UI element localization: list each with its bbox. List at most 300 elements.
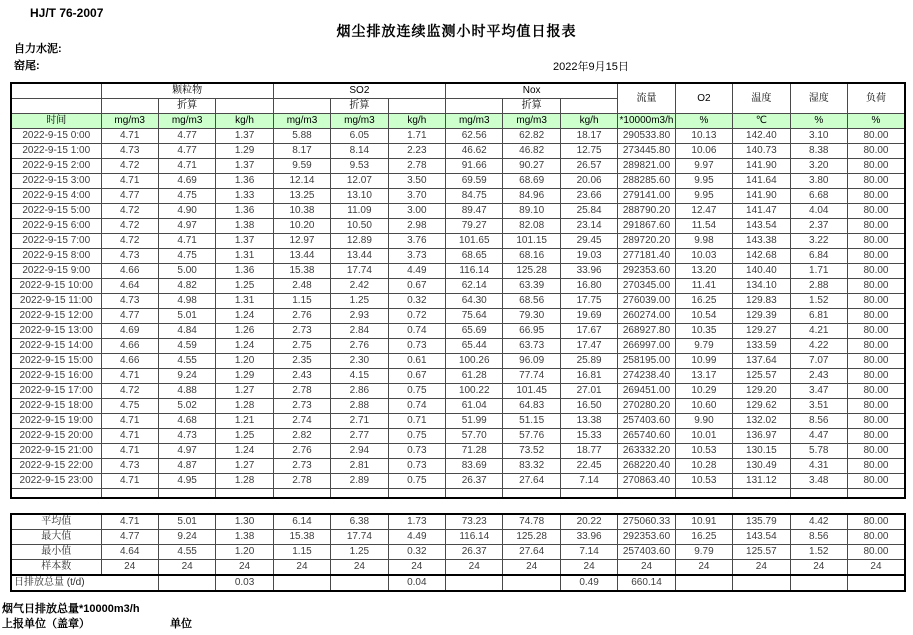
data-cell: 141.90: [733, 159, 790, 174]
time-cell: 2022-9-15 7:00: [11, 234, 101, 249]
data-cell: 80.00: [847, 189, 905, 204]
data-cell: 71.28: [446, 444, 503, 459]
data-cell: 15.38: [273, 264, 330, 279]
time-cell: 2022-9-15 1:00: [11, 144, 101, 159]
summary-data-cell: 80.00: [847, 530, 905, 545]
data-cell: 2.89: [331, 474, 388, 489]
daily-total-cell: [847, 575, 905, 591]
summary-row: [11, 514, 905, 530]
so2-converted-header: 折算: [331, 99, 388, 114]
summary-data-cell: 24: [733, 560, 790, 576]
data-cell: 258195.00: [618, 354, 675, 369]
daily-total-cell: [273, 575, 330, 591]
unit-header: %: [847, 114, 905, 129]
data-cell: 80.00: [847, 369, 905, 384]
header-spacer: [446, 99, 503, 114]
data-cell: 80.00: [847, 234, 905, 249]
data-cell: 2.48: [273, 279, 330, 294]
data-cell: 4.55: [158, 354, 215, 369]
blank-cell: [675, 489, 732, 499]
data-cell: 1.24: [216, 309, 273, 324]
data-cell: 2.43: [790, 369, 847, 384]
data-cell: 263332.20: [618, 444, 675, 459]
data-cell: 3.51: [790, 399, 847, 414]
data-cell: 11.09: [331, 204, 388, 219]
data-cell: 4.66: [101, 264, 158, 279]
summary-data-cell: 80.00: [847, 514, 905, 530]
data-cell: 4.71: [101, 429, 158, 444]
data-cell: 65.44: [446, 339, 503, 354]
data-cell: 16.50: [560, 399, 617, 414]
summary-data-cell: 24: [331, 560, 388, 576]
data-cell: 4.98: [158, 294, 215, 309]
data-cell: 17.75: [560, 294, 617, 309]
summary-data-cell: 135.79: [733, 514, 790, 530]
data-cell: 80.00: [847, 129, 905, 144]
data-cell: 274238.40: [618, 369, 675, 384]
header-spacer: [101, 99, 158, 114]
data-cell: 101.65: [446, 234, 503, 249]
summary-table: [10, 513, 906, 592]
daily-total-label: 日排放总量 (t/d): [11, 575, 158, 591]
unit-header: %: [790, 114, 847, 129]
hourly-data-row: [11, 219, 905, 234]
data-cell: 13.20: [675, 264, 732, 279]
hourly-data-row: [11, 174, 905, 189]
reporting-unit-label: 上报单位（盖章）: [2, 618, 90, 630]
data-cell: 4.77: [101, 189, 158, 204]
data-cell: 3.22: [790, 234, 847, 249]
data-cell: 17.47: [560, 339, 617, 354]
data-cell: 269451.00: [618, 384, 675, 399]
data-cell: 4.73: [101, 144, 158, 159]
data-cell: 2.88: [790, 279, 847, 294]
time-cell: 2022-9-15 6:00: [11, 219, 101, 234]
data-cell: 80.00: [847, 174, 905, 189]
data-cell: 13.17: [675, 369, 732, 384]
time-column-header: 时间: [11, 114, 101, 129]
data-cell: 23.14: [560, 219, 617, 234]
data-cell: 266997.00: [618, 339, 675, 354]
data-cell: 10.20: [273, 219, 330, 234]
data-cell: 80.00: [847, 249, 905, 264]
summary-data-cell: 1.20: [216, 545, 273, 560]
data-cell: 129.83: [733, 294, 790, 309]
data-cell: 13.44: [273, 249, 330, 264]
data-cell: 270345.00: [618, 279, 675, 294]
blank-cell: [847, 489, 905, 499]
data-cell: 143.38: [733, 234, 790, 249]
unit-header: kg/h: [560, 114, 617, 129]
data-cell: 2.74: [273, 414, 330, 429]
summary-data-cell: 1.25: [331, 545, 388, 560]
data-cell: 9.95: [675, 174, 732, 189]
blank-cell: [446, 489, 503, 499]
data-cell: 1.71: [790, 264, 847, 279]
data-cell: 1.28: [216, 399, 273, 414]
data-cell: 4.73: [101, 459, 158, 474]
blank-cell: [733, 489, 790, 499]
data-cell: 4.66: [101, 354, 158, 369]
flow-header: 流量: [618, 83, 675, 114]
data-cell: 276039.00: [618, 294, 675, 309]
daily-total-cell: [158, 575, 215, 591]
load-header: 负荷: [847, 83, 905, 114]
data-cell: 96.09: [503, 354, 560, 369]
summary-data-cell: 143.54: [733, 530, 790, 545]
data-cell: 61.04: [446, 399, 503, 414]
data-cell: 4.71: [101, 174, 158, 189]
data-cell: 33.96: [560, 264, 617, 279]
data-cell: 289821.00: [618, 159, 675, 174]
hourly-data-row: [11, 459, 905, 474]
daily-total-cell: [331, 575, 388, 591]
data-cell: 4.90: [158, 204, 215, 219]
company-name: 自力水泥:: [14, 43, 62, 55]
data-cell: 68.16: [503, 249, 560, 264]
summary-data-cell: 27.64: [503, 545, 560, 560]
data-cell: 131.12: [733, 474, 790, 489]
hourly-data-row: [11, 249, 905, 264]
data-cell: 4.97: [158, 444, 215, 459]
data-cell: 130.49: [733, 459, 790, 474]
data-cell: 4.49: [388, 264, 445, 279]
data-cell: 2.37: [790, 219, 847, 234]
data-cell: 79.30: [503, 309, 560, 324]
summary-data-cell: 24: [503, 560, 560, 576]
data-cell: 1.24: [216, 444, 273, 459]
data-cell: 9.24: [158, 369, 215, 384]
data-cell: 279141.00: [618, 189, 675, 204]
data-cell: 2.35: [273, 354, 330, 369]
hourly-data-row: [11, 414, 905, 429]
data-cell: 18.17: [560, 129, 617, 144]
data-cell: 0.72: [388, 309, 445, 324]
data-cell: 12.07: [331, 174, 388, 189]
time-cell: 2022-9-15 9:00: [11, 264, 101, 279]
unit-header: kg/h: [216, 114, 273, 129]
data-cell: 63.39: [503, 279, 560, 294]
data-cell: 2.78: [273, 384, 330, 399]
summary-data-cell: 33.96: [560, 530, 617, 545]
data-cell: 80.00: [847, 459, 905, 474]
summary-data-cell: 4.49: [388, 530, 445, 545]
data-cell: 13.44: [331, 249, 388, 264]
summary-data-cell: 24: [158, 560, 215, 576]
summary-data-cell: 24: [560, 560, 617, 576]
data-cell: 69.59: [446, 174, 503, 189]
data-cell: 19.03: [560, 249, 617, 264]
data-cell: 4.75: [158, 189, 215, 204]
data-cell: 1.25: [331, 294, 388, 309]
data-cell: 1.71: [388, 129, 445, 144]
data-cell: 13.25: [273, 189, 330, 204]
data-cell: 12.14: [273, 174, 330, 189]
summary-data-cell: 9.79: [675, 545, 732, 560]
data-cell: 140.73: [733, 144, 790, 159]
data-cell: 1.33: [216, 189, 273, 204]
data-cell: 140.40: [733, 264, 790, 279]
data-cell: 1.37: [216, 234, 273, 249]
data-cell: 1.15: [273, 294, 330, 309]
data-cell: 129.39: [733, 309, 790, 324]
data-cell: 3.00: [388, 204, 445, 219]
report-date: 2022年9月15日: [553, 61, 629, 73]
data-cell: 290533.80: [618, 129, 675, 144]
data-cell: 65.69: [446, 324, 503, 339]
summary-row-label: 样本数: [11, 560, 101, 576]
pm-converted-header: 折算: [158, 99, 215, 114]
summary-data-cell: 1.38: [216, 530, 273, 545]
data-cell: 26.37: [446, 474, 503, 489]
data-cell: 77.74: [503, 369, 560, 384]
data-cell: 116.14: [446, 264, 503, 279]
summary-data-cell: 1.30: [216, 514, 273, 530]
data-cell: 12.89: [331, 234, 388, 249]
data-cell: 8.56: [790, 414, 847, 429]
data-cell: 2.43: [273, 369, 330, 384]
data-cell: 80.00: [847, 474, 905, 489]
data-cell: 75.64: [446, 309, 503, 324]
data-cell: 4.71: [101, 444, 158, 459]
data-cell: 4.75: [101, 399, 158, 414]
summary-data-cell: 125.28: [503, 530, 560, 545]
data-cell: 4.88: [158, 384, 215, 399]
data-cell: 46.62: [446, 144, 503, 159]
summary-row: [11, 545, 905, 560]
summary-data-cell: 292353.60: [618, 530, 675, 545]
data-cell: 3.50: [388, 174, 445, 189]
data-cell: 25.84: [560, 204, 617, 219]
data-cell: 1.52: [790, 294, 847, 309]
data-cell: 12.75: [560, 144, 617, 159]
summary-data-cell: 9.24: [158, 530, 215, 545]
data-cell: 1.24: [216, 339, 273, 354]
unit-header: mg/m3: [158, 114, 215, 129]
data-cell: 2.73: [273, 324, 330, 339]
data-cell: 4.72: [101, 219, 158, 234]
header-spacer: [273, 99, 330, 114]
hourly-data-row: [11, 324, 905, 339]
summary-data-cell: 1.15: [273, 545, 330, 560]
data-cell: 277181.40: [618, 249, 675, 264]
summary-data-cell: 15.38: [273, 530, 330, 545]
data-cell: 7.14: [560, 474, 617, 489]
data-cell: 13.38: [560, 414, 617, 429]
data-cell: 268220.40: [618, 459, 675, 474]
summary-data-cell: 24: [216, 560, 273, 576]
data-cell: 4.31: [790, 459, 847, 474]
data-cell: 26.57: [560, 159, 617, 174]
data-cell: 4.71: [101, 474, 158, 489]
data-cell: 80.00: [847, 324, 905, 339]
hourly-data-row: [11, 399, 905, 414]
data-cell: 8.17: [273, 144, 330, 159]
humidity-header: 湿度: [790, 83, 847, 114]
data-cell: 270863.40: [618, 474, 675, 489]
data-cell: 64.83: [503, 399, 560, 414]
data-cell: 2.94: [331, 444, 388, 459]
data-cell: 0.75: [388, 429, 445, 444]
data-cell: 289720.20: [618, 234, 675, 249]
summary-data-cell: 125.57: [733, 545, 790, 560]
data-cell: 143.54: [733, 219, 790, 234]
flue-gas-daily-total: 烟气日排放总量*10000m3/h: [2, 603, 140, 615]
data-cell: 10.35: [675, 324, 732, 339]
data-cell: 19.69: [560, 309, 617, 324]
unit-header: kg/h: [388, 114, 445, 129]
data-cell: 79.27: [446, 219, 503, 234]
temperature-header: 温度: [733, 83, 790, 114]
data-cell: 11.54: [675, 219, 732, 234]
data-cell: 4.64: [101, 279, 158, 294]
data-cell: 62.56: [446, 129, 503, 144]
data-cell: 3.10: [790, 129, 847, 144]
data-cell: 16.81: [560, 369, 617, 384]
hourly-data-row: [11, 369, 905, 384]
time-cell: 2022-9-15 15:00: [11, 354, 101, 369]
data-cell: 5.02: [158, 399, 215, 414]
data-cell: 6.81: [790, 309, 847, 324]
data-cell: 1.27: [216, 459, 273, 474]
data-cell: 1.36: [216, 174, 273, 189]
data-cell: 0.75: [388, 474, 445, 489]
data-cell: 4.73: [158, 429, 215, 444]
data-cell: 20.06: [560, 174, 617, 189]
time-cell: 2022-9-15 19:00: [11, 414, 101, 429]
data-cell: 23.66: [560, 189, 617, 204]
data-cell: 288285.60: [618, 174, 675, 189]
nox-group-header: Nox: [446, 83, 618, 99]
data-cell: 4.72: [101, 384, 158, 399]
data-cell: 10.50: [331, 219, 388, 234]
daily-total-cell: 660.14: [618, 575, 675, 591]
time-cell: 2022-9-15 8:00: [11, 249, 101, 264]
daily-total-cell: [503, 575, 560, 591]
data-cell: 12.47: [675, 204, 732, 219]
data-cell: 2.73: [273, 399, 330, 414]
data-cell: 10.53: [675, 474, 732, 489]
data-cell: 7.07: [790, 354, 847, 369]
data-cell: 0.73: [388, 444, 445, 459]
so2-group-header: SO2: [273, 83, 445, 99]
data-cell: 2.73: [273, 459, 330, 474]
summary-data-cell: 4.71: [101, 514, 158, 530]
data-cell: 291867.60: [618, 219, 675, 234]
data-cell: 80.00: [847, 339, 905, 354]
data-cell: 90.27: [503, 159, 560, 174]
hourly-data-row: [11, 429, 905, 444]
data-cell: 268927.80: [618, 324, 675, 339]
header-spacer: [11, 99, 101, 114]
data-cell: 5.78: [790, 444, 847, 459]
blank-cell: [216, 489, 273, 499]
time-cell: 2022-9-15 12:00: [11, 309, 101, 324]
summary-table-body: [11, 514, 905, 591]
data-cell: 136.97: [733, 429, 790, 444]
data-cell: 9.79: [675, 339, 732, 354]
data-cell: 4.69: [101, 324, 158, 339]
hourly-data-row: [11, 309, 905, 324]
data-cell: 4.71: [101, 414, 158, 429]
data-cell: 6.68: [790, 189, 847, 204]
data-cell: 4.47: [790, 429, 847, 444]
blank-cell: [331, 489, 388, 499]
unit-header: mg/m3: [331, 114, 388, 129]
time-cell: 2022-9-15 2:00: [11, 159, 101, 174]
data-cell: 51.99: [446, 414, 503, 429]
data-cell: 2.88: [331, 399, 388, 414]
data-cell: 100.26: [446, 354, 503, 369]
data-cell: 63.73: [503, 339, 560, 354]
pm-group-header: 颗粒物: [101, 83, 273, 99]
data-cell: 141.64: [733, 174, 790, 189]
time-cell: 2022-9-15 4:00: [11, 189, 101, 204]
nox-converted-header: 折算: [503, 99, 560, 114]
data-cell: 80.00: [847, 399, 905, 414]
hourly-data-row: [11, 234, 905, 249]
time-cell: 2022-9-15 0:00: [11, 129, 101, 144]
data-cell: 10.06: [675, 144, 732, 159]
time-cell: 2022-9-15 11:00: [11, 294, 101, 309]
data-cell: 4.77: [101, 309, 158, 324]
data-cell: 130.15: [733, 444, 790, 459]
data-cell: 89.47: [446, 204, 503, 219]
data-cell: 133.59: [733, 339, 790, 354]
summary-data-cell: 16.25: [675, 530, 732, 545]
data-cell: 4.59: [158, 339, 215, 354]
data-cell: 83.69: [446, 459, 503, 474]
unit-header: ℃: [733, 114, 790, 129]
summary-data-cell: 8.56: [790, 530, 847, 545]
data-cell: 80.00: [847, 294, 905, 309]
unit-header: %: [675, 114, 732, 129]
data-cell: 80.00: [847, 159, 905, 174]
data-cell: 129.27: [733, 324, 790, 339]
blank-cell: [101, 489, 158, 499]
data-cell: 142.40: [733, 129, 790, 144]
o2-header: O2: [675, 83, 732, 114]
unit-header: *10000m3/h: [618, 114, 675, 129]
daily-total-cell: 0.03: [216, 575, 273, 591]
time-cell: 2022-9-15 22:00: [11, 459, 101, 474]
data-cell: 1.26: [216, 324, 273, 339]
data-cell: 16.25: [675, 294, 732, 309]
summary-data-cell: 24: [273, 560, 330, 576]
data-cell: 1.37: [216, 159, 273, 174]
data-cell: 2.86: [331, 384, 388, 399]
data-cell: 3.73: [388, 249, 445, 264]
time-cell: 2022-9-15 16:00: [11, 369, 101, 384]
data-cell: 270280.20: [618, 399, 675, 414]
main-table-body: [11, 129, 905, 499]
blank-cell: [618, 489, 675, 499]
time-cell: 2022-9-15 20:00: [11, 429, 101, 444]
data-cell: 18.77: [560, 444, 617, 459]
summary-data-cell: 24: [790, 560, 847, 576]
data-cell: 80.00: [847, 279, 905, 294]
time-cell: 2022-9-15 10:00: [11, 279, 101, 294]
data-cell: 68.69: [503, 174, 560, 189]
hourly-data-row: [11, 264, 905, 279]
data-cell: 4.71: [158, 159, 215, 174]
data-cell: 4.84: [158, 324, 215, 339]
data-cell: 27.64: [503, 474, 560, 489]
summary-data-cell: 6.38: [331, 514, 388, 530]
data-cell: 2.93: [331, 309, 388, 324]
data-cell: 57.70: [446, 429, 503, 444]
data-cell: 0.75: [388, 384, 445, 399]
